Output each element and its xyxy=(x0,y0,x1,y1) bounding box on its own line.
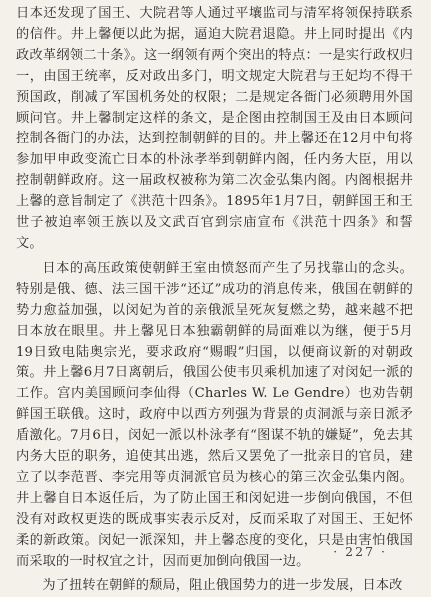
paragraph-1: 日本还发现了国王、大院君等人通过平壤监司与清军将领保持联系的信件。井上馨便以此为据，逼迫大院君退隐。井上同时提出《内政改革纲领二十条》。这一纲领有两个突出的特点：一是实行政权归一，由国王统率，反对政出多门，明文规定大院君与王妃均不得干预国政，削减了军国机务处的权限；二是规定各衙门必须聘用外国顾问官。井上馨制定这样的条文，是企图由控制国王及由日本顾问控制各衙门的办法，达到控制朝鲜的目的。井上馨还在12月中旬将参加甲申政变流亡日本的朴泳孝举到朝鲜内阁，任内务大臣，用以控制朝鲜政府。这一届政权被称为第二次金弘集内阁。内阁根据井上馨的意旨制定了《洪范十四条》。1895年1月7日，朝鲜国王和王世子被迫率领王族以及文武百官到宗庙宣布《洪范十四条》和誓文。 xyxy=(16,6,413,251)
page-number: · 227 · xyxy=(333,544,387,559)
paragraph-2: 日本的高压政策使朝鲜王室由愤怒而产生了另找靠山的念头。特别是俄、德、法三国干涉“还辽”成功的消息传来，俄国在朝鲜的势力愈益加强，以闵妃为首的亲俄派呈死灰复燃之势，越来越不把日本放在眼里。井上馨见日本独霸朝鲜的局面难以为继，便于5月19日致电陆奥宗光，要求政府“赐暇”归国，以便商议新的对朝政策。井上馨6月7日离朝后，俄国公使韦贝乘机加速了对闵妃一派的工作。宫内美国顾问李仙得（Charles W. Le Gendre）也劝告朝鲜国王联俄。这时，政府中以西方列强为背景的贞洞派与亲日派矛盾激化。7月6日，闵妃一派以朴泳孝有“图谋不轨的嫌疑”，免去其内务大臣的职务，追使其出逃，然后又罢免了一批亲日的官员，建立了以李范晋、李完用等贞洞派官员为核心的第三次金弘集内阁。井上馨自日本返任后，为了防止国王和闵妃进一步倒向俄国，不但没有对政权更迭的既成事实表示反对，反而采取了对国王、王妃怀柔的新政策。闵妃一派深知，井上馨态度的变化，只是由害怕俄国而采取的一时权宜之计，因而更加倒向俄国一边。 xyxy=(16,260,413,569)
paragraph-3: 为了扭转在朝鲜的颓局，阻止俄国势力的进一步发展，日本改 xyxy=(42,578,403,594)
